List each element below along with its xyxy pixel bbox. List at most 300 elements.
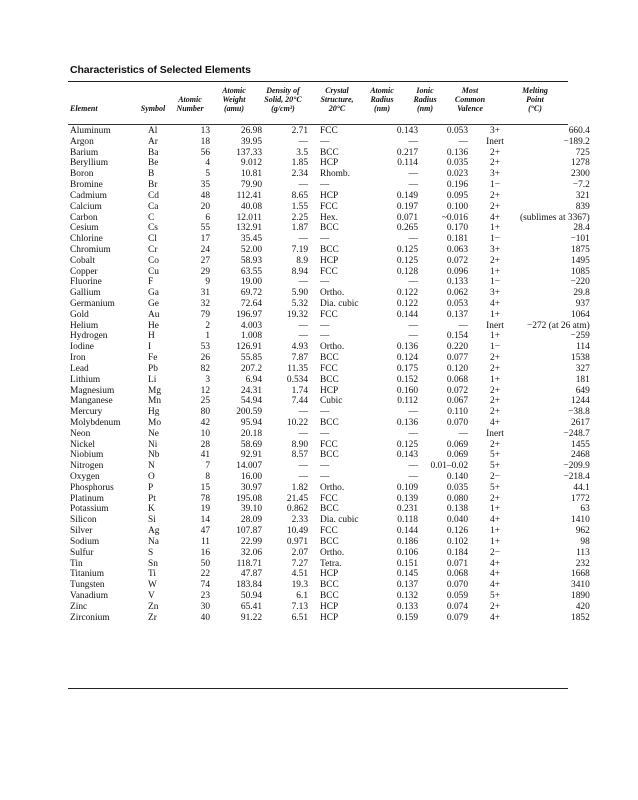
melting-point-cell: −272 (at 26 atm) — [526, 320, 590, 331]
atomic-radius-cell: 0.124 — [396, 353, 418, 364]
ionic-radius-cell: ~0.016 — [441, 212, 468, 223]
atomic-weight-cell: 183.84 — [236, 580, 262, 591]
valence-cell: Inert — [486, 428, 504, 439]
melting-point-cell: 1064 — [571, 309, 590, 320]
element-symbol-cell: Mn — [148, 396, 162, 407]
melting-point-cell: 327 — [575, 363, 590, 374]
element-symbol-cell: V — [148, 590, 155, 601]
element-symbol-cell: Hg — [148, 407, 160, 418]
valence-cell: Inert — [486, 136, 504, 147]
density-cell: 1.55 — [291, 201, 308, 212]
atomic-radius-cell: 0.265 — [396, 223, 418, 234]
crystal-structure-cell: HCP — [320, 601, 339, 612]
valence-cell: 2+ — [490, 407, 500, 418]
atomic-number-cell: 53 — [200, 342, 210, 353]
table-row — [68, 450, 590, 461]
element-symbol-cell: He — [148, 320, 159, 331]
element-symbol-cell: S — [148, 547, 154, 558]
element-symbol-cell: Au — [148, 309, 160, 320]
ionic-radius-cell: 0.136 — [446, 147, 468, 158]
ionic-radius-cell: 0.079 — [446, 612, 468, 623]
density-cell: 21.45 — [286, 493, 308, 504]
valence-cell: 5+ — [490, 450, 500, 461]
element-name-cell: Neon — [70, 428, 91, 439]
atomic-radius-cell: 0.136 — [396, 342, 418, 353]
atomic-weight-cell: 195.08 — [236, 493, 262, 504]
table-row — [68, 591, 590, 602]
element-symbol-cell: Mg — [148, 385, 162, 396]
atomic-weight-cell: 92.91 — [240, 450, 262, 461]
density-cell: 8.9 — [296, 255, 308, 266]
atomic-weight-cell: 54.94 — [240, 396, 262, 407]
element-symbol-cell: H — [148, 331, 155, 342]
melting-point-cell: 1278 — [571, 158, 590, 169]
crystal-structure-cell: BCC — [320, 580, 339, 591]
table-row — [68, 148, 590, 159]
atomic-weight-cell: 24.31 — [240, 385, 262, 396]
valence-cell: 3+ — [490, 244, 500, 255]
element-name-cell: Iron — [70, 353, 86, 364]
atomic-number-cell: 24 — [200, 244, 210, 255]
crystal-structure-cell: FCC — [320, 201, 338, 212]
density-cell: 19.32 — [286, 309, 308, 320]
element-name-cell: Sulfur — [70, 547, 94, 558]
element-name-cell: Hydrogen — [70, 331, 108, 342]
density-cell: 4.93 — [291, 342, 308, 353]
header-rule — [68, 124, 568, 125]
atomic-radius-cell: 0.114 — [397, 158, 418, 169]
element-name-cell: Gallium — [70, 288, 101, 299]
melting-point-cell: 2617 — [571, 417, 590, 428]
density-cell: 1.74 — [291, 385, 308, 396]
atomic-weight-cell: 118.71 — [236, 558, 262, 569]
density-cell: 10.22 — [286, 417, 308, 428]
crystal-structure-cell: HCP — [320, 158, 339, 169]
element-symbol-cell: Sn — [148, 558, 158, 569]
atomic-number-cell: 30 — [200, 601, 210, 612]
atomic-weight-cell: 14.007 — [236, 461, 262, 472]
valence-cell: 1+ — [490, 266, 500, 277]
melting-point-cell: 2300 — [571, 169, 590, 180]
atomic-number-cell: 35 — [200, 180, 210, 191]
density-cell: 2.34 — [291, 169, 308, 180]
ionic-radius-cell: 0.140 — [446, 472, 468, 482]
crystal-structure-cell: FCC — [320, 363, 338, 374]
element-name-cell: Oxygen — [70, 472, 100, 482]
melting-point-cell: −7.2 — [572, 180, 590, 191]
melting-point-cell: 181 — [575, 374, 590, 385]
table-row — [68, 418, 590, 429]
atomic-number-cell: 25 — [200, 396, 210, 407]
element-name-cell: Cobalt — [70, 255, 95, 266]
crystal-structure-cell: BCC — [320, 244, 339, 255]
atomic-radius-cell: — — [408, 169, 418, 180]
crystal-structure-cell: HCP — [320, 569, 339, 580]
valence-cell: 5+ — [490, 461, 500, 472]
table-row — [68, 299, 590, 310]
valence-cell: 5+ — [490, 590, 500, 601]
atomic-radius-cell: — — [408, 331, 418, 342]
atomic-number-cell: 17 — [200, 234, 210, 245]
valence-cell: 2+ — [490, 190, 500, 201]
valence-cell: 4+ — [490, 612, 500, 623]
element-name-cell: Nickel — [70, 439, 95, 450]
element-symbol-cell: Ni — [148, 439, 158, 450]
valence-cell: 1+ — [490, 309, 500, 320]
atomic-number-cell: 19 — [200, 504, 210, 515]
atomic-weight-cell: 55.85 — [240, 353, 262, 364]
valence-cell: 2+ — [490, 201, 500, 212]
ionic-radius-cell: 0.110 — [447, 407, 468, 418]
ionic-radius-cell: 0.070 — [446, 580, 468, 591]
density-cell: 7.19 — [291, 244, 308, 255]
atomic-number-cell: 32 — [200, 299, 210, 309]
element-symbol-cell: Zr — [148, 612, 157, 623]
crystal-structure-cell: — — [320, 461, 330, 472]
ionic-radius-cell: — — [458, 320, 468, 331]
header-atomic-radius: Atomic Radius (nm) — [370, 86, 394, 114]
element-name-cell: Germanium — [70, 299, 115, 309]
atomic-number-cell: 5 — [205, 169, 210, 180]
atomic-number-cell: 26 — [200, 353, 210, 364]
ionic-radius-cell: 0.01–0.02 — [430, 461, 468, 472]
table-row — [68, 169, 590, 180]
density-cell: — — [298, 461, 308, 472]
table-row — [68, 234, 590, 245]
atomic-radius-cell: — — [408, 277, 418, 288]
table-row — [68, 342, 590, 353]
valence-cell: 1+ — [490, 331, 500, 342]
atomic-weight-cell: 63.55 — [240, 266, 262, 277]
element-name-cell: Titanium — [70, 569, 105, 580]
atomic-radius-cell: 0.159 — [396, 612, 418, 623]
crystal-structure-cell: BCC — [320, 147, 339, 158]
valence-cell: 1− — [490, 342, 500, 353]
density-cell: 0.534 — [286, 374, 308, 385]
melting-point-cell: 1085 — [571, 266, 590, 277]
header-atomic-number: Atomic Number — [176, 95, 204, 114]
melting-point-cell: −101 — [570, 234, 590, 245]
element-name-cell: Niobium — [70, 450, 104, 461]
ionic-radius-cell: 0.095 — [446, 190, 468, 201]
element-symbol-cell: F — [148, 277, 154, 288]
header-valence: Most Common Valence — [454, 86, 486, 114]
atomic-number-cell: 9 — [205, 277, 210, 288]
atomic-weight-cell: 1.008 — [240, 331, 262, 342]
density-cell: 0.971 — [286, 536, 308, 547]
melting-point-cell: 1495 — [571, 255, 590, 266]
atomic-weight-cell: 16.00 — [240, 472, 262, 482]
density-cell: 2.33 — [291, 515, 308, 526]
atomic-number-cell: 11 — [200, 536, 210, 547]
element-name-cell: Barium — [70, 147, 99, 158]
crystal-structure-cell: FCC — [320, 526, 338, 537]
atomic-radius-cell: 0.136 — [396, 417, 418, 428]
melting-point-cell: −259 — [570, 331, 590, 342]
atomic-number-cell: 23 — [200, 590, 210, 601]
element-name-cell: Helium — [70, 320, 99, 331]
atomic-number-cell: 28 — [200, 439, 210, 450]
atomic-radius-cell: 0.151 — [396, 558, 418, 569]
valence-cell: 1− — [490, 234, 500, 245]
density-cell: 6.1 — [296, 590, 308, 601]
atomic-radius-cell: — — [408, 320, 418, 331]
density-cell: — — [298, 472, 308, 482]
ionic-radius-cell: 0.133 — [446, 277, 468, 288]
valence-cell: 1+ — [490, 223, 500, 234]
crystal-structure-cell: Hex. — [320, 212, 338, 223]
atomic-radius-cell: 0.144 — [396, 309, 418, 320]
header-density: Density of Solid, 20°C (g/cm³) — [264, 86, 302, 114]
element-name-cell: Phosphorus — [70, 482, 114, 493]
element-symbol-cell: Cd — [148, 190, 159, 201]
melting-point-cell: 1875 — [571, 244, 590, 255]
element-name-cell: Cesium — [70, 223, 99, 234]
element-name-cell: Magnesium — [70, 385, 115, 396]
crystal-structure-cell: — — [320, 180, 330, 191]
melting-point-cell: 1668 — [571, 569, 590, 580]
atomic-number-cell: 79 — [200, 309, 210, 320]
element-name-cell: Carbon — [70, 212, 98, 223]
header-crystal-structure: Crystal Structure, 20°C — [320, 86, 354, 114]
table-row — [68, 504, 590, 515]
atomic-radius-cell: 0.118 — [397, 515, 418, 526]
melting-point-cell: −209.9 — [563, 461, 590, 472]
table-row — [68, 321, 590, 332]
ionic-radius-cell: 0.023 — [446, 169, 468, 180]
density-cell: — — [298, 407, 308, 418]
melting-point-cell: 3410 — [571, 580, 590, 591]
atomic-radius-cell: 0.186 — [396, 536, 418, 547]
melting-point-cell: 839 — [575, 201, 590, 212]
element-symbol-cell: Pt — [148, 493, 156, 504]
atomic-weight-cell: 35.45 — [240, 234, 262, 245]
density-cell: 1.87 — [291, 223, 308, 234]
atomic-weight-cell: 12.011 — [236, 212, 262, 223]
element-symbol-cell: Ne — [148, 428, 159, 439]
valence-cell: 4+ — [490, 580, 500, 591]
atomic-radius-cell: 0.197 — [396, 201, 418, 212]
valence-cell: 2+ — [490, 396, 500, 407]
element-name-cell: Vanadium — [70, 590, 109, 601]
ionic-radius-cell: 0.077 — [446, 353, 468, 364]
atomic-radius-cell: 0.143 — [396, 126, 418, 136]
atomic-radius-cell: 0.109 — [396, 482, 418, 493]
density-cell: 10.49 — [286, 526, 308, 537]
atomic-weight-cell: 10.81 — [240, 169, 262, 180]
atomic-radius-cell: 0.139 — [396, 493, 418, 504]
atomic-radius-cell: 0.125 — [396, 255, 418, 266]
atomic-weight-cell: 26.98 — [240, 126, 262, 136]
element-symbol-cell: Fe — [148, 353, 158, 364]
density-cell: 8.90 — [291, 439, 308, 450]
element-symbol-cell: Cs — [148, 223, 158, 234]
atomic-number-cell: 7 — [205, 461, 210, 472]
table-row — [68, 494, 590, 505]
atomic-radius-cell: 0.231 — [396, 504, 418, 515]
atomic-weight-cell: 196.97 — [236, 309, 262, 320]
table-row — [68, 548, 590, 559]
crystal-structure-cell: BCC — [320, 374, 339, 385]
element-symbol-cell: I — [148, 342, 152, 353]
atomic-weight-cell: 58.69 — [240, 439, 262, 450]
atomic-number-cell: 2 — [205, 320, 210, 331]
element-symbol-cell: Al — [148, 126, 158, 136]
atomic-radius-cell: 0.125 — [396, 439, 418, 450]
density-cell: 4.51 — [291, 569, 308, 580]
melting-point-cell: 937 — [575, 299, 590, 309]
density-cell: 19.3 — [291, 580, 308, 591]
ionic-radius-cell: 0.069 — [446, 450, 468, 461]
element-symbol-cell: Zn — [148, 601, 159, 612]
element-symbol-cell: Ar — [148, 136, 158, 147]
table-row — [68, 267, 590, 278]
atomic-number-cell: 15 — [200, 482, 210, 493]
density-cell: — — [298, 320, 308, 331]
ionic-radius-cell: 0.096 — [446, 266, 468, 277]
valence-cell: 3+ — [490, 126, 500, 136]
ionic-radius-cell: 0.102 — [446, 536, 468, 547]
atomic-weight-cell: 207.2 — [240, 363, 262, 374]
table-row — [68, 559, 590, 570]
atomic-number-cell: 14 — [200, 515, 210, 526]
valence-cell: 4+ — [490, 299, 500, 309]
melting-point-cell: 962 — [575, 526, 590, 537]
atomic-weight-cell: 39.10 — [240, 504, 262, 515]
header-ionic-radius: Ionic Radius (nm) — [413, 86, 437, 114]
atomic-weight-cell: 50.94 — [240, 590, 262, 601]
atomic-radius-cell: 0.106 — [396, 547, 418, 558]
density-cell: — — [298, 428, 308, 439]
density-cell: 7.87 — [291, 353, 308, 364]
atomic-number-cell: 18 — [200, 136, 210, 147]
valence-cell: 4+ — [490, 212, 500, 223]
valence-cell: 2+ — [490, 353, 500, 364]
atomic-number-cell: 6 — [205, 212, 210, 223]
ionic-radius-cell: 0.067 — [446, 396, 468, 407]
crystal-structure-cell: BCC — [320, 504, 339, 515]
elements-table — [68, 126, 590, 623]
table-row — [68, 526, 590, 537]
atomic-number-cell: 50 — [200, 558, 210, 569]
table-row — [68, 386, 590, 397]
atomic-radius-cell: — — [408, 461, 418, 472]
valence-cell: 2+ — [490, 158, 500, 169]
table-row — [68, 213, 590, 224]
valence-cell: 2+ — [490, 493, 500, 504]
ionic-radius-cell: — — [458, 136, 468, 147]
header-element: Element — [70, 104, 98, 114]
atomic-number-cell: 27 — [200, 255, 210, 266]
atomic-number-cell: 47 — [200, 526, 210, 537]
melting-point-cell: −248.7 — [563, 428, 590, 439]
crystal-structure-cell: Dia. cubic — [320, 299, 359, 309]
atomic-number-cell: 56 — [200, 147, 210, 158]
table-row — [68, 223, 590, 234]
table-title: Characteristics of Selected Elements — [70, 64, 251, 76]
ionic-radius-cell: 0.181 — [446, 234, 468, 245]
atomic-number-cell: 1 — [205, 331, 210, 342]
table-row — [68, 137, 590, 148]
atomic-number-cell: 20 — [200, 201, 210, 212]
atomic-number-cell: 42 — [200, 417, 210, 428]
crystal-structure-cell: HCP — [320, 255, 339, 266]
density-cell: 6.51 — [291, 612, 308, 623]
atomic-number-cell: 40 — [200, 612, 210, 623]
top-rule — [68, 81, 568, 82]
element-symbol-cell: Na — [148, 536, 159, 547]
table-row — [68, 440, 590, 451]
crystal-structure-cell: Ortho. — [320, 547, 345, 558]
atomic-weight-cell: 22.99 — [240, 536, 262, 547]
header-symbol: Symbol — [140, 104, 166, 114]
atomic-number-cell: 55 — [200, 223, 210, 234]
table-row — [68, 364, 590, 375]
table-row — [68, 515, 590, 526]
valence-cell: 4+ — [490, 515, 500, 526]
element-name-cell: Lithium — [70, 374, 101, 385]
atomic-weight-cell: 30.97 — [240, 482, 262, 493]
valence-cell: 2+ — [490, 363, 500, 374]
valence-cell: 1− — [490, 277, 500, 288]
header-atomic-weight: Atomic Weight (amu) — [222, 86, 246, 114]
crystal-structure-cell: HCP — [320, 612, 339, 623]
valence-cell: 2+ — [490, 255, 500, 266]
crystal-structure-cell: — — [320, 277, 330, 288]
element-symbol-cell: Ca — [148, 201, 159, 212]
density-cell: 8.57 — [291, 450, 308, 461]
valence-cell: Inert — [486, 320, 504, 331]
atomic-number-cell: 74 — [200, 580, 210, 591]
table-row — [68, 613, 590, 624]
table-row — [68, 580, 590, 591]
element-symbol-cell: C — [148, 212, 155, 223]
atomic-weight-cell: 95.94 — [240, 417, 262, 428]
density-cell: — — [298, 234, 308, 245]
element-symbol-cell: Cr — [148, 244, 158, 255]
table-row — [68, 256, 590, 267]
density-cell: 5.32 — [291, 299, 308, 309]
atomic-number-cell: 13 — [200, 126, 210, 136]
crystal-structure-cell: Rhomb. — [320, 169, 350, 180]
atomic-number-cell: 8 — [205, 472, 210, 482]
element-name-cell: Nitrogen — [70, 461, 104, 472]
crystal-structure-cell: BCC — [320, 417, 339, 428]
element-name-cell: Boron — [70, 169, 94, 180]
atomic-radius-cell: 0.133 — [396, 601, 418, 612]
density-cell: 5.90 — [291, 288, 308, 299]
element-symbol-cell: Br — [148, 180, 158, 191]
crystal-structure-cell: Ortho. — [320, 482, 345, 493]
table-row — [68, 602, 590, 613]
ionic-radius-cell: 0.196 — [446, 180, 468, 191]
melting-point-cell: −218.4 — [563, 472, 590, 482]
atomic-weight-cell: 107.87 — [236, 526, 262, 537]
density-cell: — — [298, 277, 308, 288]
ionic-radius-cell: 0.220 — [446, 342, 468, 353]
element-name-cell: Platinum — [70, 493, 104, 504]
element-name-cell: Zinc — [70, 601, 88, 612]
ionic-radius-cell: 0.035 — [446, 482, 468, 493]
ionic-radius-cell: 0.126 — [446, 526, 468, 537]
element-symbol-cell: Ag — [148, 526, 160, 537]
element-symbol-cell: K — [148, 504, 155, 515]
valence-cell: 4+ — [490, 569, 500, 580]
atomic-number-cell: 29 — [200, 266, 210, 277]
valence-cell: 3+ — [490, 169, 500, 180]
element-name-cell: Sodium — [70, 536, 100, 547]
atomic-radius-cell: 0.132 — [396, 590, 418, 601]
